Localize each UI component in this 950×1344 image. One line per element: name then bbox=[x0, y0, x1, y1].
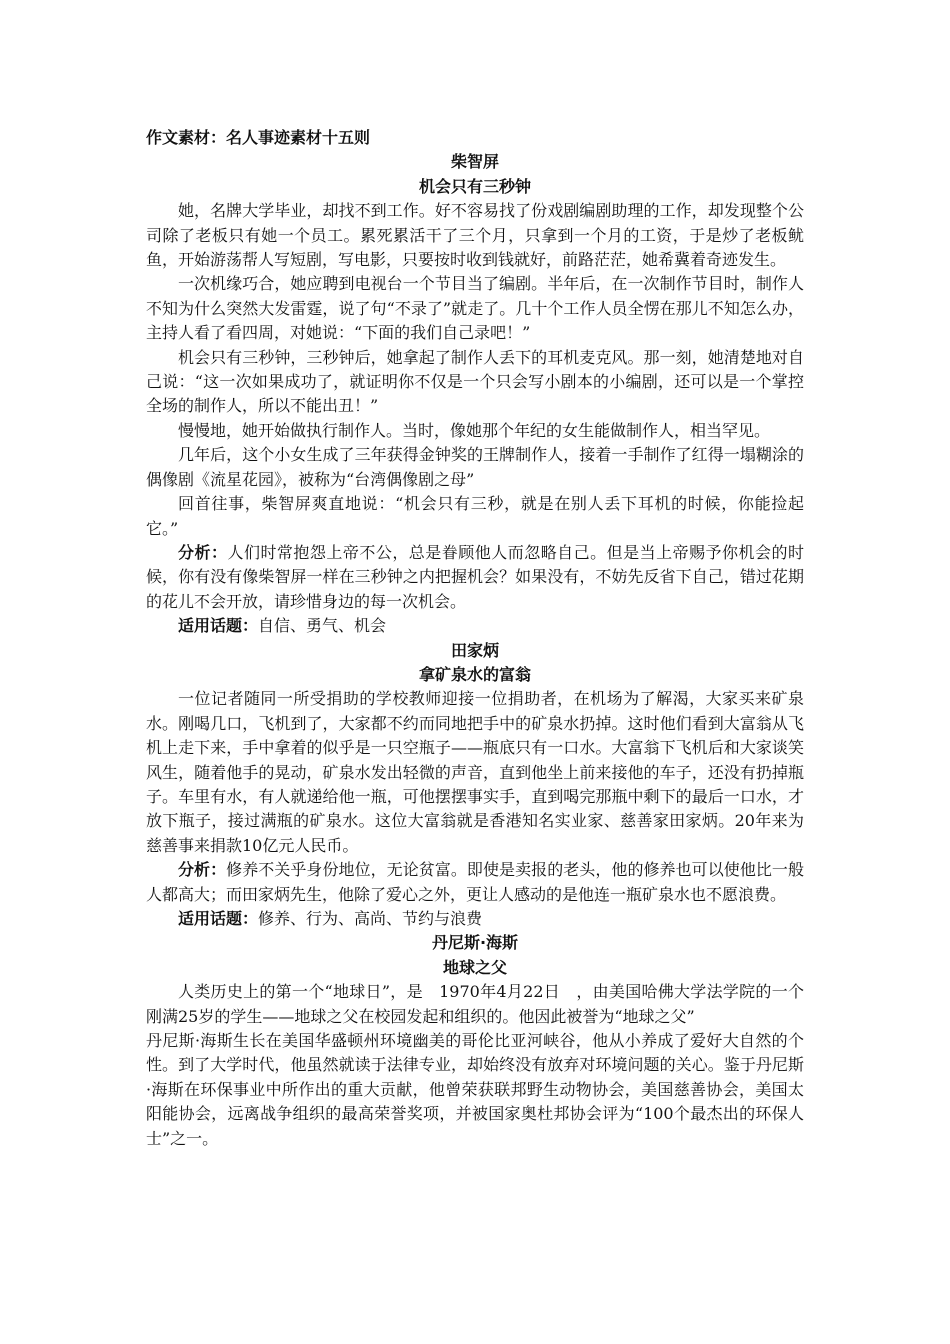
topic-paragraph bbox=[146, 907, 804, 931]
paragraph: 几年后，这个小女生成了三年获得金钟奖的王牌制作人，接着一手制作了红得一塌糊涂的偶像剧《流星花园》，被称为“台湾偶像剧之母” bbox=[146, 445, 804, 489]
topic-text: 修养、行为、高尚、节约与浪费 bbox=[258, 909, 483, 928]
analysis-paragraph bbox=[146, 858, 804, 907]
analysis-label: 分析： bbox=[178, 860, 227, 880]
topic-label: 适用话题： bbox=[178, 616, 259, 636]
paragraph: 丹尼斯·海斯生长在美国华盛顿州环境幽美的哥伦比亚河峡谷，他从小养成了爱好大自然的个性。到了大学时代，他虽然就读于法律专业，却始终没有放弃对环境问题的关心。鉴于丹尼斯·海斯在环保事业中所作出的重大贡献，他曾荣获联邦野生动物协会，美国慈善协会，美国太阳能协会，远离战争组织的最高荣誉奖项，并被国家奥杜邦协会评为“100个最杰出的环保人士”之一。 bbox=[146, 1031, 804, 1148]
paragraph: 机会只有三秒钟，三秒钟后，她拿起了制作人丢下的耳机麦克风。那一刻，她清楚地对自己说：“这一次如果成功了，就证明你不仅是一个只会写小剧本的小编剧，还可以是一个掌控全场的制作人，所以不能出丑！” bbox=[146, 347, 804, 416]
analysis-text: 修养不关乎身份地位，无论贫富。即使是卖报的老头，他的修养也可以使他比一般人都高大；而田家炳先生，他除了爱心之外，更让人感动的是他连一瓶矿泉水也不愿浪费。 bbox=[146, 860, 804, 904]
document-title: 作文素材：名人事迹素材十五则 bbox=[146, 128, 371, 147]
paragraph: 慢慢地，她开始做执行制作人。当时，像她那个年纪的女生能做制作人，相当罕见。 bbox=[178, 420, 771, 440]
story-title: 地球之父 bbox=[442, 957, 507, 977]
paragraph: 她，名牌大学毕业，却找不到工作。好不容易找了份戏剧编剧助理的工作，却发现整个公司除了老板只有她一个员工。累死累活干了三个月，只拿到一个月的工资，于是炒了老板鱿鱼，开始游荡帮人写短剧，写电影，只要按时收到钱就好，前路茫茫，她希冀着奇迹发生。 bbox=[146, 201, 804, 270]
analysis-paragraph bbox=[146, 541, 804, 614]
document-page bbox=[146, 126, 804, 1151]
story-title: 拿矿泉水的富翁 bbox=[418, 664, 531, 684]
topic-label: 适用话题： bbox=[178, 909, 259, 928]
story-title: 机会只有三秒钟 bbox=[418, 176, 531, 196]
analysis-text: 人们时常抱怨上帝不公，总是眷顾他人而忽略自己。但是当上帝赐予你机会的时候，你有没有像柴智屏一样在三秒钟之内把握机会？如果没有，不妨先反省下自己，错过花期的花儿不会开放，请珍惜身边的每一次机会。 bbox=[146, 542, 804, 611]
topic-paragraph bbox=[146, 614, 804, 638]
analysis-label: 分析： bbox=[178, 542, 228, 562]
person-name: 丹尼斯·海斯 bbox=[431, 933, 519, 953]
section-denis-hayes bbox=[146, 931, 804, 1151]
paragraph: 人类历史上的第一个“地球日”，是 1970年4月22日 ，由美国哈佛大学法学院的一个刚满25岁的学生——地球之父在校园发起和组织的。他因此被誉为“地球之父” bbox=[146, 982, 804, 1026]
paragraph: 一次机缘巧合，她应聘到电视台一个节目当了编剧。半年后，在一次制作节目时，制作人不知为什么突然大发雷霆，说了句“不录了”就走了。几十个工作人员全愣在那儿不知怎么办，主持人看了看四周，对她说：“下面的我们自己录吧！” bbox=[146, 274, 804, 343]
paragraph: 回首往事，柴智屏爽直地说：“机会只有三秒，就是在别人丢下耳机的时候，你能捡起它。” bbox=[146, 494, 804, 538]
section-chai-zhiping bbox=[146, 150, 804, 638]
person-name: 柴智屏 bbox=[450, 152, 499, 172]
person-name: 田家炳 bbox=[450, 640, 499, 660]
topic-text: 自信、勇气、机会 bbox=[258, 616, 387, 636]
section-tian-jiabing bbox=[146, 639, 804, 932]
paragraph: 一位记者随同一所受捐助的学校教师迎接一位捐助者，在机场为了解渴，大家买来矿泉水。刚喝几口，飞机到了，大家都不约而同地把手中的矿泉水扔掉。这时他们看到大富翁从飞机上走下来，手中拿着的似乎是一只空瓶子——瓶底只有一口水。大富翁下飞机后和大家谈笑风生，随着他手的晃动，矿泉水发出轻微的声音，直到他坐上前来接他的车子，还没有扔掉瓶子。车里有水，有人就递给他一瓶，可他摆摆事实手，直到喝完那瓶中剩下的最后一口水，才放下瓶子，接过满瓶的矿泉水。这位大富翁就是香港知名实业家、慈善家田家炳。20年来为慈善事来捐款10亿元人民币。 bbox=[146, 689, 804, 855]
